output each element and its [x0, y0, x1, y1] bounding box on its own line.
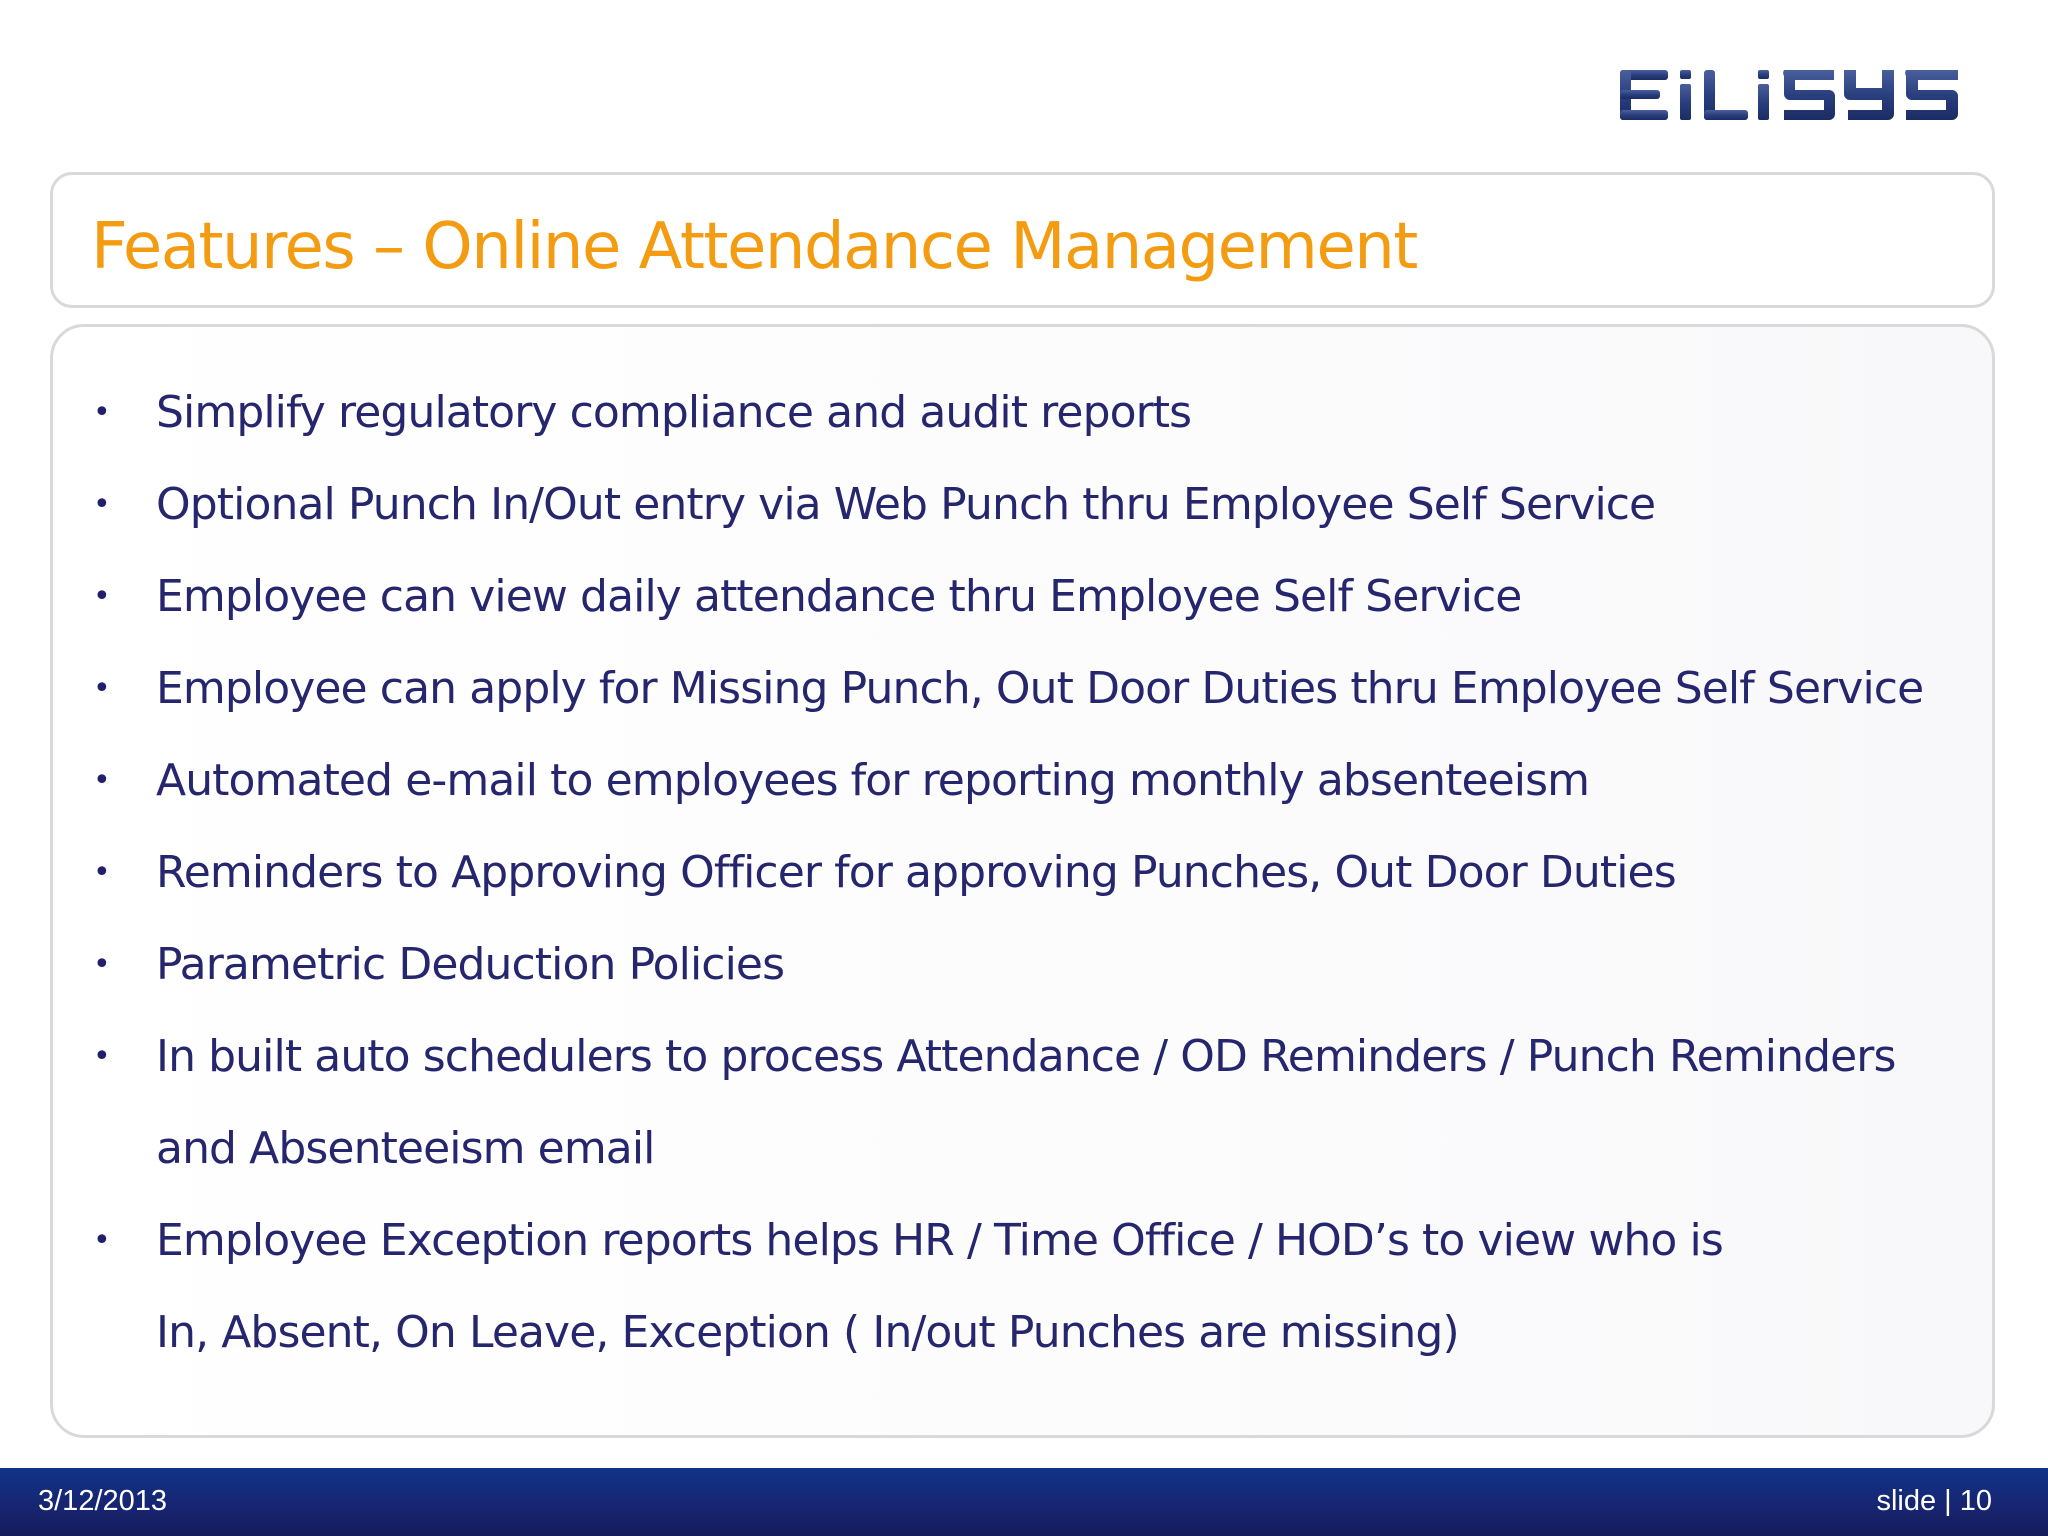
- bullet-marker: •: [93, 947, 111, 982]
- footer-date: 3/12/2013: [38, 1485, 168, 1517]
- bullet-text: Employee can view daily attendance thru Employee Self Service: [156, 571, 1522, 622]
- bullet-text: Simplify regulatory compliance and audit reports: [156, 387, 1192, 438]
- bullet-text-continuation: In, Absent, On Leave, Exception ( In/out Punches are missing): [156, 1307, 1459, 1358]
- eilisys-logo: [1618, 62, 1963, 128]
- bullet-item: [53, 643, 1992, 735]
- bullet-marker: •: [93, 579, 111, 614]
- bullet-continuation: [53, 1287, 1992, 1379]
- bullet-marker: •: [93, 855, 111, 890]
- bullet-item: [53, 827, 1992, 919]
- bullet-text: Employee Exception reports helps HR / Time Office / HOD’s to view who is: [156, 1215, 1723, 1266]
- bullet-item: [53, 1011, 1992, 1103]
- bullet-text: Reminders to Approving Officer for approving Punches, Out Door Duties: [156, 847, 1676, 898]
- bullet-text-continuation: and Absenteeism email: [156, 1123, 655, 1174]
- bullet-item: [53, 459, 1992, 551]
- bullet-marker: •: [93, 671, 111, 706]
- bullet-marker: •: [93, 763, 111, 798]
- bullet-text: Automated e-mail to employees for reporting monthly absenteeism: [156, 755, 1590, 806]
- bullet-continuation: [53, 1103, 1992, 1195]
- bullet-item: [53, 1195, 1992, 1287]
- bullet-text: In built auto schedulers to process Attendance / OD Reminders / Punch Reminders: [156, 1031, 1896, 1082]
- bullet-marker: •: [93, 487, 111, 522]
- content-box: [50, 324, 1995, 1438]
- bullet-marker: •: [93, 1223, 111, 1258]
- footer-bar: [0, 1468, 2048, 1536]
- bullet-item: [53, 551, 1992, 643]
- bullet-text: Parametric Deduction Policies: [156, 939, 785, 990]
- bullet-text: Optional Punch In/Out entry via Web Punch thru Employee Self Service: [156, 479, 1656, 530]
- bullet-item: [53, 367, 1992, 459]
- bullet-marker: •: [93, 395, 111, 430]
- title-box: [50, 172, 1995, 308]
- bullet-text: Employee can apply for Missing Punch, Out Door Duties thru Employee Self Service: [156, 663, 1924, 714]
- bullet-item: [53, 919, 1992, 1011]
- bullet-item: [53, 735, 1992, 827]
- slide-title: Features – Online Attendance Management: [91, 210, 1417, 284]
- bullet-marker: •: [93, 1039, 111, 1074]
- slide-number: slide | 10: [1876, 1485, 1992, 1517]
